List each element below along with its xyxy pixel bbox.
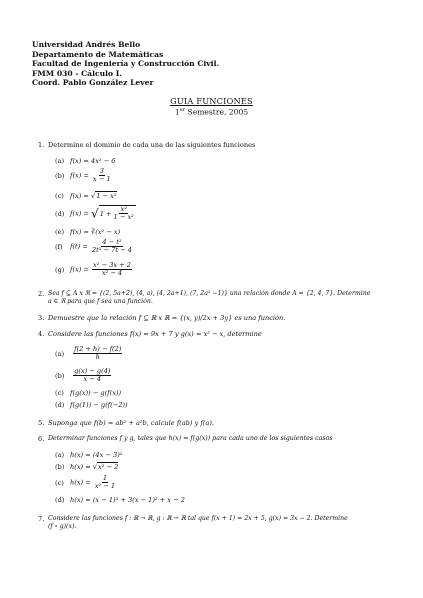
item-prefix: f(x) = (70, 209, 89, 218)
denominator: x² − 4 (101, 269, 123, 277)
item-prefix: f(t) = (70, 242, 88, 251)
sqrt-symbol: √ (91, 192, 96, 200)
semester-text: Semestre, 2005 (185, 107, 249, 117)
radicand-prefix: 1 + (99, 209, 112, 218)
denominator: h (95, 353, 100, 361)
item-label: (g) (55, 265, 65, 274)
coordinator-name: Coord. Pablo González Lever (32, 78, 154, 88)
item-expression: f(g(1)) − g(f(−2)) (70, 401, 128, 409)
problem-1-item-c (55, 192, 117, 200)
item-label: (d) (55, 401, 65, 409)
problem-1-item-b (55, 168, 113, 183)
problem-4-item-d (55, 401, 128, 409)
item-expression: h(x) = (x − 1)³ + 3(x − 1)² + x − 2 (70, 496, 185, 504)
problem-number: 7. (38, 515, 45, 523)
item-label: (c) (55, 478, 64, 487)
problem-4-item-b (55, 368, 112, 383)
item-expression: f(x) = ∛(x² − x) (70, 228, 121, 236)
item-label: (d) (55, 209, 65, 218)
sqrt-symbol: √ (91, 206, 99, 221)
problem-line-2: a ∈ ℜ para que f sea una función. (48, 298, 153, 306)
problem-1-item-d (55, 205, 136, 221)
problem-4-item-c (55, 389, 121, 397)
numerator: 3 (99, 167, 104, 175)
item-label: (f) (55, 242, 63, 251)
problem-6-item-a (55, 451, 122, 459)
problem-text: Determine el dominio de cada una de las siguientes funciones (48, 141, 256, 149)
problem-4-item-a (55, 346, 123, 361)
fraction (92, 262, 132, 277)
numerator: g(x) − g(4) (74, 367, 111, 375)
semester-ordinal: er (179, 107, 186, 113)
item-label: (c) (55, 389, 64, 397)
semester-number: 1 (174, 107, 180, 117)
document-header (32, 40, 219, 88)
problem-text: Considere las funciones f(x) = 9x + 7 y g(x) = x² − x, determine (48, 330, 262, 338)
problem-number: 1. (38, 141, 45, 149)
numerator: x² (120, 205, 127, 213)
problem-number: 5. (38, 419, 45, 427)
problem-1-item-g (55, 262, 133, 277)
fraction (94, 475, 116, 490)
item-expression: f(x) = 4x² − 6 (70, 157, 116, 165)
numerator: 1 (102, 474, 108, 482)
radicand-group (99, 205, 136, 221)
denominator: 2t² − 7t − 4 (91, 246, 132, 254)
item-label: (c) (55, 192, 64, 200)
item-prefix: f(x) = (70, 192, 89, 200)
problem-6-item-c (55, 475, 117, 490)
department-name: Departamento de Matemáticas (32, 49, 164, 59)
numerator: f(2 + h) − f(2) (74, 345, 122, 353)
item-prefix: h(x) = (70, 478, 91, 487)
denominator: x − 1 (93, 175, 111, 183)
problem-number: 3. (38, 314, 45, 322)
problem-1-item-f (55, 239, 134, 254)
item-label: (b) (55, 463, 65, 471)
item-expression: h(x) = (4x − 3)² (70, 451, 123, 459)
course-code: FMM 030 - Cálculo I. (32, 68, 122, 78)
problem-text (48, 515, 388, 532)
item-expression: f(g(x)) − g(f(x)) (70, 389, 122, 397)
problem-text (48, 290, 388, 307)
problem-text: Determinar funciones f y g, tales que h(x) = f(g(x)) para cada uno de los siguientes casos (48, 435, 333, 442)
item-label: (d) (55, 496, 65, 504)
denominator: 1 − x² (113, 213, 134, 221)
problem-line-2: (f ∘ g)(x). (48, 523, 77, 531)
item-prefix: f(x) = (70, 265, 89, 274)
problem-number: 6. (38, 435, 45, 443)
problem-6-item-b (55, 463, 118, 471)
fraction (113, 206, 135, 221)
problem-line-1: Considere las funciones f : ℝ → ℝ, g : ℝ → ℝ tal que f(x + 1) = 2x + 5, g(x) = 3x − 2. Determine (48, 515, 348, 522)
item-prefix: f(x) = (70, 171, 89, 180)
fraction (92, 168, 112, 183)
sqrt-symbol: √ (92, 463, 98, 471)
problem-1-item-e (55, 228, 120, 236)
item-label: (a) (55, 451, 65, 459)
radicand: 1 − x² (96, 192, 117, 200)
page-title: GUIA FUNCIONES (170, 96, 253, 106)
numerator: x² − 3x + 2 (93, 261, 131, 269)
denominator: x² − 1 (94, 482, 116, 490)
university-name: Universidad Andrés Bello (32, 40, 141, 49)
fraction (73, 368, 111, 383)
item-label: (b) (55, 371, 65, 380)
faculty-name: Facultad de Ingeniería y Construcción Civil. (32, 59, 220, 69)
problem-number: 4. (38, 330, 45, 338)
semester-subtitle (0, 107, 423, 117)
problem-text: Demuestre que la relación f ⊆ ℝ x ℝ = {(x, y)/2x + 3y} es una función. (48, 314, 286, 322)
item-label: (e) (55, 228, 65, 236)
denominator: x − 4 (83, 375, 102, 383)
problem-1-item-a (55, 157, 116, 165)
fraction (91, 239, 133, 254)
item-prefix: h(x) = (70, 463, 91, 471)
item-label: (a) (55, 349, 65, 358)
title-block (0, 96, 423, 117)
item-label: (a) (55, 157, 65, 165)
problem-number: 2. (38, 290, 45, 298)
problem-line-1: Sea f ⊆ A x ℜ = {(2, 5a+2), (4, a), (4, 2a+1), (7, 2a² −1)} una relación donde A = {2, 4, 7}. Determine (48, 290, 371, 297)
radicand: x² − 2 (98, 463, 119, 471)
problem-text: Suponga que f(b) = ab² + a²b, calcule f(ab) y f(a). (48, 419, 214, 427)
numerator: 4 − t² (102, 238, 122, 246)
problem-6-item-d (55, 496, 185, 504)
item-label: (b) (55, 171, 65, 180)
fraction (73, 346, 122, 361)
